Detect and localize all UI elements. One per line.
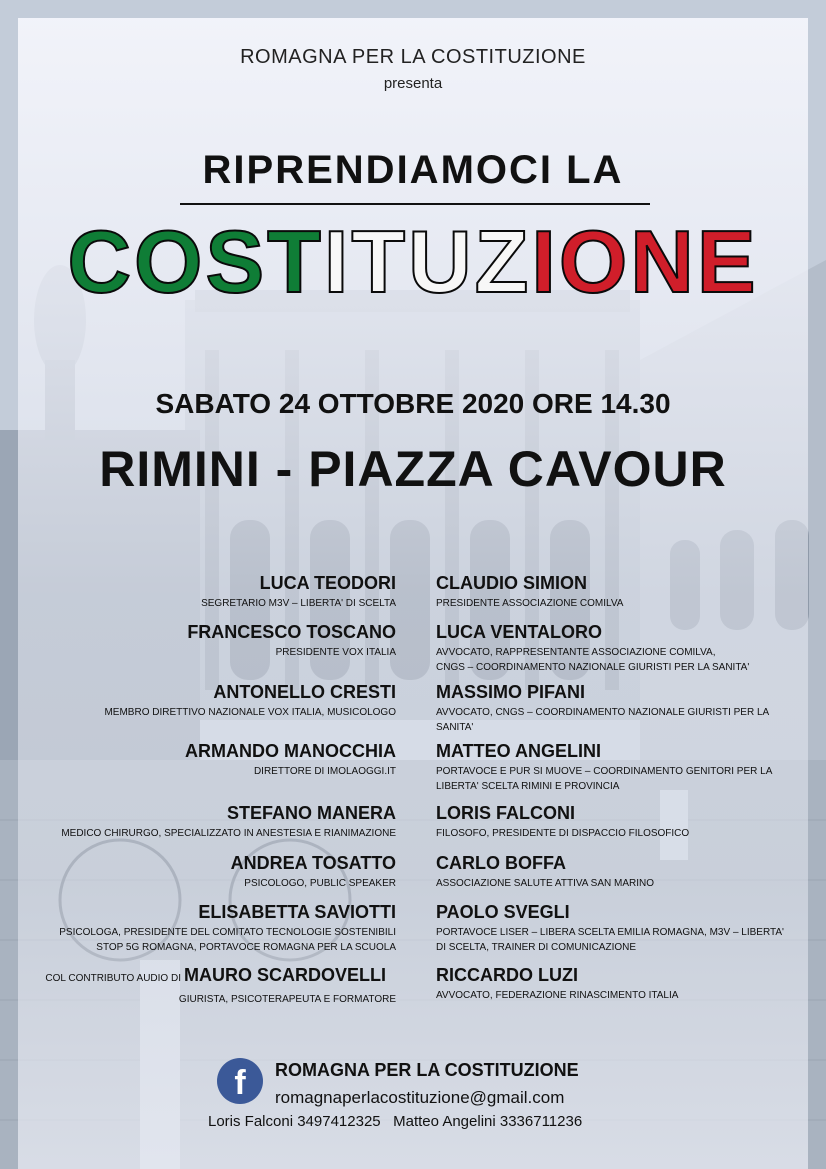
speaker-role: DIRETTORE DI IMOLAOGGI.IT (253, 766, 396, 777)
speaker-role: PRESIDENTE ASSOCIAZIONE COMILVA (436, 598, 624, 609)
speaker-name: MASSIMO PIFANI (436, 682, 586, 702)
footer-org-name: ROMAGNA PER LA COSTITUZIONE (275, 1060, 579, 1080)
speaker-role: ASSOCIAZIONE SALUTE ATTIVA SAN MARINO (436, 878, 655, 889)
speaker-left-1 (30, 572, 396, 611)
speaker-right-1 (436, 572, 796, 611)
speaker-role: PORTAVOCE LISER – LIBERA SCELTA EMILIA ROMAGNA, M3V – LIBERTA' (436, 927, 784, 938)
speaker-left-7 (30, 901, 396, 955)
speaker-role-line2: STOP 5G ROMAGNA, PORTAVOCE ROMAGNA PER LA SCUOLA (96, 942, 396, 953)
footer-email[interactable]: romagnaperlacostituzione@gmail.com (275, 1088, 565, 1107)
speaker-name: LUCA TEODORI (259, 573, 396, 593)
speaker-role: SEGRETARIO M3V – LIBERTA' DI SCELTA (201, 598, 396, 609)
title-underline (180, 203, 650, 205)
event-date: SABATO 24 OTTOBRE 2020 ORE 14.30 (155, 388, 671, 419)
speaker-left-2 (30, 621, 396, 660)
speaker-role: GIURISTA, PSICOTERAPEUTA E FORMATORE (178, 994, 396, 1005)
speaker-name-row (30, 964, 396, 990)
speaker-left-8 (30, 964, 396, 1007)
speaker-role: AVVOCATO, FEDERAZIONE RINASCIMENTO ITALIA (436, 990, 679, 1001)
speaker-name: PAOLO SVEGLI (436, 902, 570, 922)
speaker-left-4 (30, 740, 396, 779)
speaker-name: FRANCESCO TOSCANO (187, 622, 396, 642)
speaker-role: MEDICO CHIRURGO, SPECIALIZZATO IN ANESTESIA E RIANIMAZIONE (61, 828, 396, 839)
speaker-right-4 (436, 740, 796, 794)
speaker-name: MAURO SCARDOVELLI (183, 965, 386, 985)
speaker-name: STEFANO MANERA (226, 803, 396, 823)
speaker-left-6 (30, 852, 396, 891)
speaker-name: RICCARDO LUZI (436, 965, 578, 985)
speaker-name: ANTONELLO CRESTI (213, 682, 396, 702)
speaker-role: FILOSOFO, PRESIDENTE DI DISPACCIO FILOSOFICO (436, 828, 690, 839)
facebook-icon[interactable]: f (217, 1058, 263, 1104)
speaker-role-line2: CNGS – COORDINAMENTO NAZIONALE GIURISTI PER LA SANITA' (436, 662, 750, 673)
speaker-role-line2: SANITA' (436, 722, 474, 733)
speaker-name: LUCA VENTALORO (436, 622, 602, 642)
speaker-right-2 (436, 621, 796, 675)
speaker-right-5 (436, 802, 796, 841)
speaker-role: PSICOLOGO, PUBLIC SPEAKER (244, 878, 396, 889)
title-costituzione (0, 212, 826, 311)
speaker-role: PORTAVOCE E PUR SI MUOVE – COORDINAMENTO GENITORI PER LA (436, 766, 773, 777)
speaker-right-6 (436, 852, 796, 891)
speaker-role-line2: DI SCELTA, TRAINER DI COMUNICAZIONE (436, 942, 637, 953)
title-part-red: IONE (531, 212, 759, 311)
speaker-right-7 (436, 901, 796, 955)
speaker-name: CARLO BOFFA (436, 853, 566, 873)
speaker-name: ANDREA TOSATTO (230, 853, 396, 873)
speaker-role: AVVOCATO, RAPPRESENTANTE ASSOCIAZIONE COMILVA, (436, 647, 716, 658)
speaker-name: ARMANDO MANOCCHIA (185, 741, 396, 761)
footer-contacts: Loris Falconi 3497412325 Matteo Angelini 3336711236 (208, 1113, 583, 1130)
speaker-name: MATTEO ANGELINI (436, 741, 601, 761)
speaker-role: PRESIDENTE VOX ITALIA (275, 647, 396, 658)
audio-contribution-label: COL CONTRIBUTO AUDIO DI (45, 973, 181, 984)
title-line-1: RIPRENDIAMOCI LA (202, 148, 624, 192)
speaker-right-3 (436, 681, 796, 735)
speaker-name: ELISABETTA SAVIOTTI (198, 902, 396, 922)
speaker-left-3 (30, 681, 396, 720)
event-place: RIMINI - PIAZZA CAVOUR (99, 441, 727, 497)
organizer-name: ROMAGNA PER LA COSTITUZIONE (240, 46, 586, 68)
speaker-role-line2: LIBERTA' SCELTA RIMINI E PROVINCIA (436, 781, 620, 792)
title-part-white: ITUZ (323, 212, 532, 311)
speaker-name: LORIS FALCONI (436, 803, 575, 823)
speaker-left-5 (30, 802, 396, 841)
speaker-role: MEMBRO DIRETTIVO NAZIONALE VOX ITALIA, MUSICOLOGO (104, 707, 396, 718)
speaker-right-8 (436, 964, 796, 1003)
speaker-role: PSICOLOGA, PRESIDENTE DEL COMITATO TECNOLOGIE SOSTENIBILI (59, 927, 396, 938)
speaker-name: CLAUDIO SIMION (436, 573, 587, 593)
speaker-role: AVVOCATO, CNGS – COORDINAMENTO NAZIONALE GIURISTI PER LA (436, 707, 770, 718)
presents-label: presenta (383, 75, 443, 92)
title-part-green: COST (67, 212, 324, 311)
